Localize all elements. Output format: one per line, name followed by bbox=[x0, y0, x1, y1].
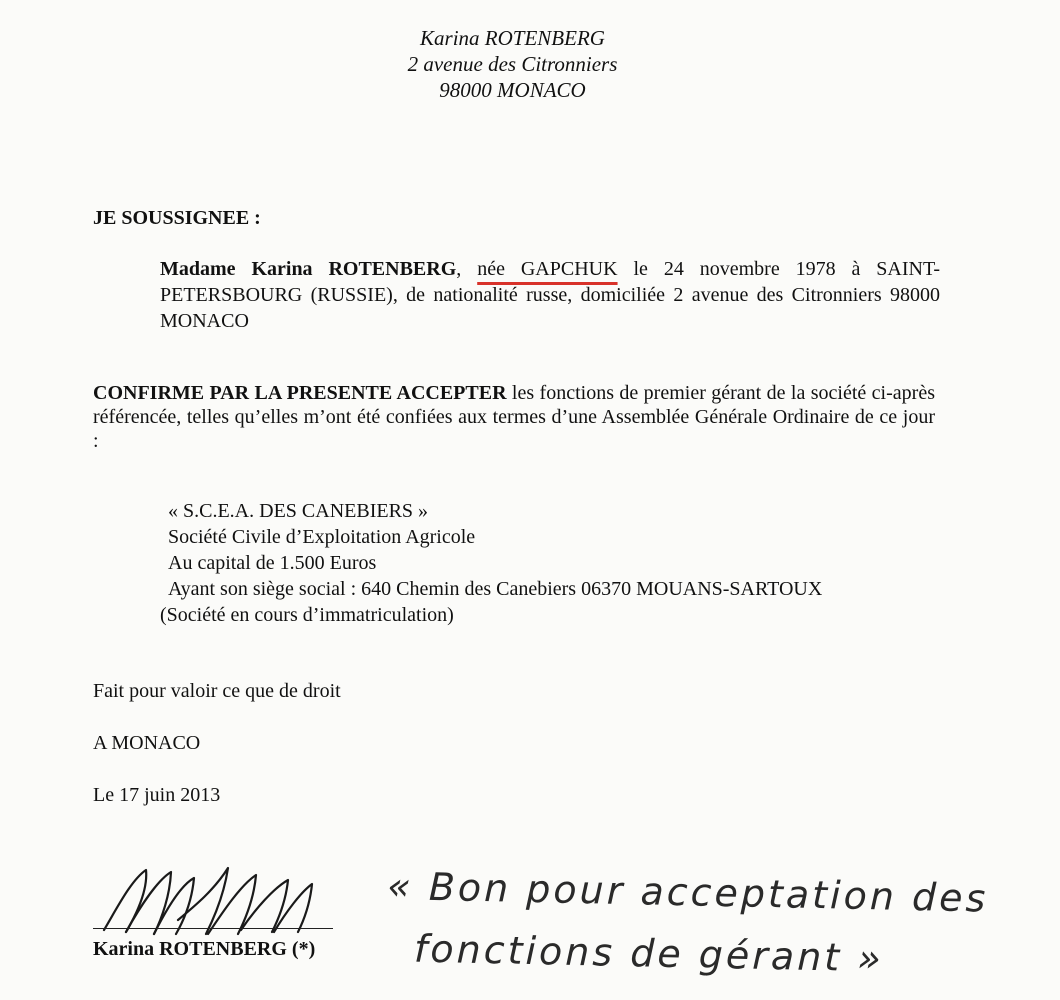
closing-place: A MONACO bbox=[93, 732, 201, 754]
confirmation-paragraph bbox=[93, 381, 935, 453]
declarant-name: Madame Karina ROTENBERG bbox=[160, 258, 457, 280]
handwritten-annotation bbox=[385, 855, 989, 992]
company-type: Société Civile d’Exploitation Agricole bbox=[168, 526, 476, 548]
birth-name-highlight: née GAPCHUK bbox=[477, 258, 618, 280]
company-status: (Société en cours d’immatriculation) bbox=[160, 604, 454, 626]
handwritten-line-1: « Bon pour acceptation des bbox=[386, 863, 989, 921]
signer-name: Karina ROTENBERG (*) bbox=[93, 938, 316, 960]
declarant-details: le 24 novembre 1978 à SAINT-PETERSBOURG (RUSSIE), de nationalité russe, domiciliée 2 avenue des Citronniers 98000 MONACO bbox=[160, 258, 941, 332]
confirmation-text: les fonctions de premier gérant de la société ci-après référencée, telles qu’elles m’ont été confiées aux termes d’une Assemblée Générale Ordinaire de ce jour : bbox=[93, 382, 935, 452]
declarant-comma: , bbox=[456, 258, 462, 280]
signature-line bbox=[93, 928, 333, 929]
closing-formula: Fait pour valoir ce que de droit bbox=[93, 680, 341, 702]
declarant-paragraph bbox=[160, 256, 940, 334]
company-capital: Au capital de 1.500 Euros bbox=[168, 552, 377, 574]
confirmation-lead: CONFIRME PAR LA PRESENTE ACCEPTER bbox=[93, 382, 507, 404]
handwritten-line-2: fonctions de gérant » bbox=[413, 926, 885, 981]
handwritten-signature bbox=[96, 850, 336, 940]
company-seat: Ayant son siège social : 640 Chemin des Canebiers 06370 MOUANS-SARTOUX bbox=[168, 578, 823, 600]
header-name: Karina ROTENBERG bbox=[420, 26, 605, 50]
declaration-title: JE SOUSSIGNEE : bbox=[93, 207, 261, 229]
letter-header bbox=[0, 25, 1025, 103]
header-address: 2 avenue des Citronniers bbox=[407, 52, 618, 76]
company-block bbox=[160, 498, 822, 628]
header-city: 98000 MONACO bbox=[439, 78, 586, 102]
closing-date: Le 17 juin 2013 bbox=[93, 784, 221, 806]
company-name: « S.C.E.A. DES CANEBIERS » bbox=[168, 500, 429, 522]
